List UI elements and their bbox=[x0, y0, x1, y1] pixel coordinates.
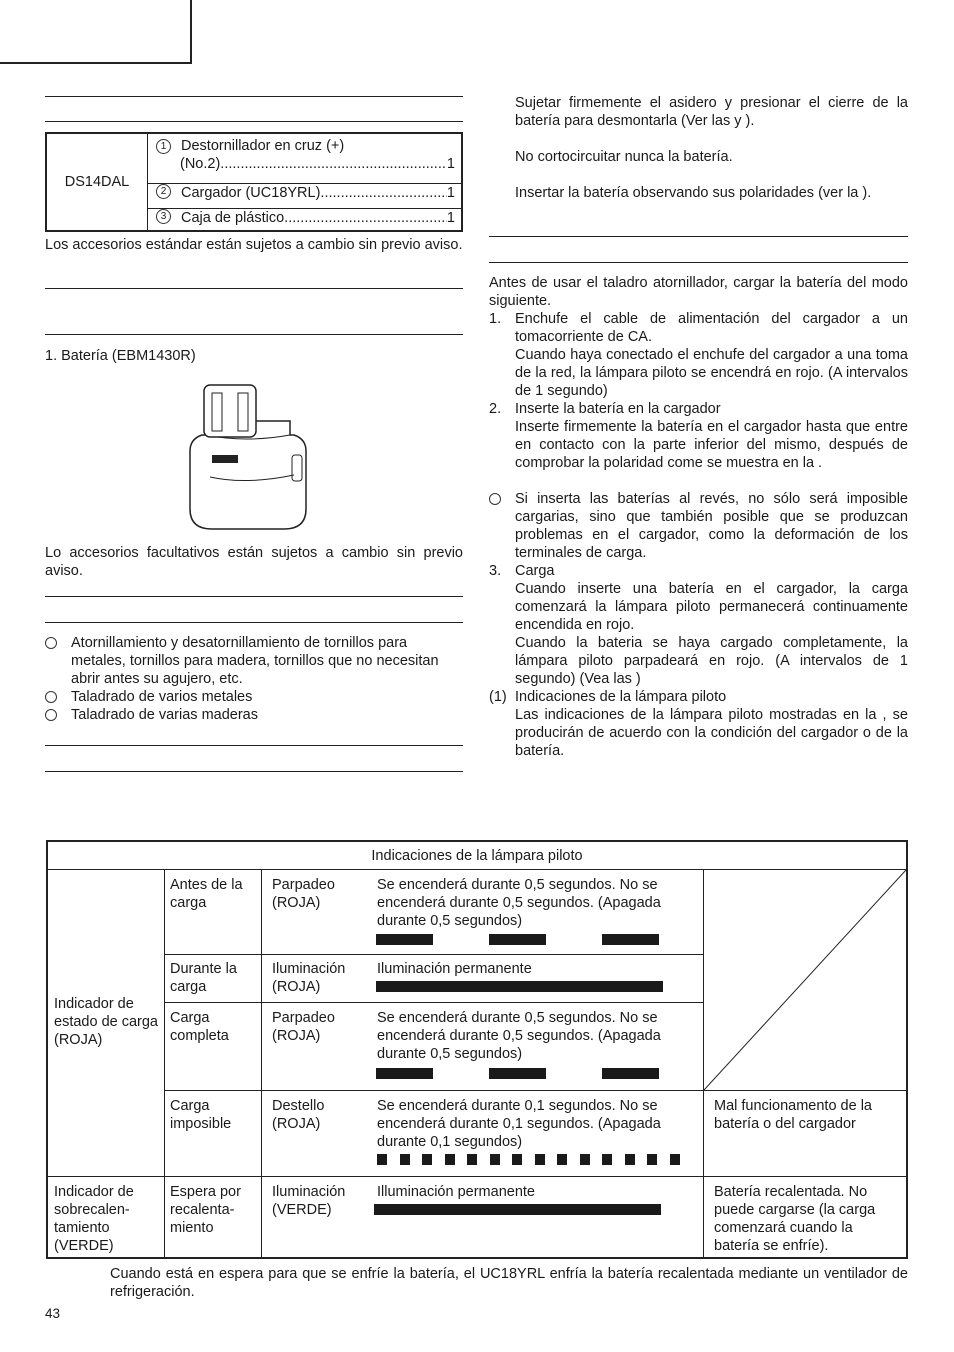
bullet-icon bbox=[45, 691, 57, 703]
flash-square bbox=[512, 1154, 522, 1165]
accessory-qty: 1 bbox=[446, 210, 455, 226]
battery-illustration bbox=[186, 381, 310, 533]
item-number-3: 3 bbox=[156, 209, 171, 224]
section-rule bbox=[45, 96, 463, 97]
charging-step-2: 2. Inserte la batería en la cargador Inserte firmemente la batería en el cargador hasta que entre en contacto con la parte inferior del mismo, después de comprobar la polaridad come se muestra en la . bbox=[489, 401, 908, 471]
state-charge-impossible: Carga imposible bbox=[170, 1098, 232, 1132]
charging-step-3: 3. Carga Cuando inserte una batería en el cargador, la carga comenzará la lámpara piloto permanecerá continuamente encendida en rojo. Cuando la bateria se haya cargado completamente, la lámpara piloto parpadeará en rojo. (A intervalos de 1 segundo) (Vea las ) bbox=[489, 563, 908, 687]
flash-square bbox=[422, 1154, 432, 1165]
state-before-charge: Antes de la carga bbox=[170, 877, 243, 911]
note-malfunction: Mal funcionamento de la batería o del cargador bbox=[714, 1098, 872, 1132]
blink-bar bbox=[602, 934, 659, 945]
section-rule bbox=[45, 121, 463, 122]
mode-blink: Parpadeo (ROJA) bbox=[272, 877, 335, 911]
desc-flash: Se encenderá durante 0,1 segundos. No se encenderá durante 0,1 segundos. (Apagada durante 0,1 segundos) bbox=[377, 1098, 661, 1150]
flash-square bbox=[445, 1154, 455, 1165]
blink-bar bbox=[489, 934, 546, 945]
standard-accessories-note: Los accesorios estándar están sujetos a cambio sin previo aviso. bbox=[45, 237, 463, 253]
blink-bar bbox=[489, 1068, 546, 1079]
accessory-name: Caja de plástico bbox=[181, 210, 285, 226]
steady-bar bbox=[376, 981, 663, 992]
group-label-charge-indicator: Indicador de estado de carga (ROJA) bbox=[54, 996, 158, 1048]
note-overheated: Batería recalentada. No puede cargarse (la carga comenzará cuando la batería se enfríe). bbox=[714, 1184, 876, 1254]
application-item: Taladrado de varios metales bbox=[45, 688, 463, 706]
optional-item: 1. Batería (EBM1430R) bbox=[45, 348, 196, 364]
battery-short-circuit-warning: No cortocircuitar nunca la batería. bbox=[515, 149, 733, 165]
state-charge-complete: Carga completa bbox=[170, 1010, 229, 1044]
desc-blink: Se encenderá durante 0,5 segundos. No se encenderá durante 0,5 segundos. (Apagada durante 0,5 segundos) bbox=[377, 1010, 661, 1062]
flash-square bbox=[602, 1154, 612, 1165]
flash-square bbox=[557, 1154, 567, 1165]
flash-square bbox=[670, 1154, 680, 1165]
state-during-charge: Durante la carga bbox=[170, 961, 237, 995]
battery-removal-text: Sujetar firmemente el asidero y presionar el cierre de la batería para desmontarla (Ver las y ). bbox=[515, 95, 908, 129]
flash-square bbox=[400, 1154, 410, 1165]
model-cell: DS14DAL bbox=[47, 134, 148, 230]
bullet-icon bbox=[489, 493, 501, 505]
section-rule bbox=[45, 334, 463, 335]
flash-square bbox=[580, 1154, 590, 1165]
accessory-name: Cargador (UC18YRL) bbox=[181, 185, 321, 201]
section-rule bbox=[45, 596, 463, 597]
section-rule bbox=[45, 745, 463, 746]
blink-bar bbox=[376, 1068, 433, 1079]
flash-square bbox=[647, 1154, 657, 1165]
accessory-row bbox=[148, 206, 461, 233]
blink-bar bbox=[376, 934, 433, 945]
section-rule bbox=[45, 771, 463, 772]
state-overheat-wait: Espera por recalenta-miento bbox=[170, 1184, 241, 1236]
optional-accessories-note: Lo accesorios facultativos están sujetos a cambio sin previo aviso. bbox=[45, 545, 463, 579]
caution-item: Si inserta las baterías al revés, no sólo será imposible cargarias, sino que también posible que se produzcan problemas en el cargador, como la deformación de los terminales de carga. bbox=[489, 490, 908, 562]
accessory-row bbox=[148, 181, 461, 209]
pilot-lamp-table bbox=[46, 840, 908, 1259]
not-applicable-diagonal bbox=[704, 870, 906, 1090]
mode-illumination-green: Iluminación (VERDE) bbox=[272, 1184, 346, 1218]
table-header: Indicaciones de la lámpara piloto bbox=[48, 842, 906, 870]
flash-square bbox=[467, 1154, 477, 1165]
item-number-2: 2 bbox=[156, 184, 171, 199]
section-rule bbox=[489, 262, 908, 263]
mode-illumination: Iluminación (ROJA) bbox=[272, 961, 346, 995]
applications-list bbox=[45, 634, 463, 724]
bullet-icon bbox=[45, 709, 57, 721]
section-rule bbox=[45, 288, 463, 289]
pilot-indications-item: (1) Indicaciones de la lámpara piloto Las indicaciones de la lámpara piloto mostradas en la , se producirán de acuerdo con la condición del cargador o de la batería. bbox=[489, 689, 908, 759]
accessory-name-cont: (No.2) bbox=[180, 156, 221, 172]
application-item: Taladrado de varias maderas bbox=[45, 706, 463, 724]
flash-square bbox=[535, 1154, 545, 1165]
battery-polarity-text: Insertar la batería observando sus polaridades (ver la ). bbox=[515, 185, 872, 201]
item-number-1: 1 bbox=[156, 139, 171, 154]
charging-intro: Antes de usar el taladro atornillador, cargar la batería del modo siguiente. bbox=[489, 275, 908, 309]
flash-square bbox=[490, 1154, 500, 1165]
charging-section bbox=[489, 274, 908, 760]
accessory-row bbox=[148, 134, 461, 184]
page-tab-marker bbox=[0, 0, 192, 64]
section-rule bbox=[45, 622, 463, 623]
flash-square bbox=[625, 1154, 635, 1165]
page-number: 43 bbox=[45, 1306, 61, 1321]
mode-blink: Parpadeo (ROJA) bbox=[272, 1010, 335, 1044]
accessory-name: Destornillador en cruz (+) bbox=[181, 138, 345, 154]
blink-bar bbox=[602, 1068, 659, 1079]
group-label-overheat-indicator: Indicador de sobrecalen-tamiento (VERDE) bbox=[54, 1184, 134, 1254]
application-item: Atornillamiento y desatornillamiento de tornillos para metales, tornillos para madera, tornillos que no necesitan abrir antes su agujero, etc. bbox=[45, 634, 463, 688]
desc-illumination-green: Illuminación permanente bbox=[377, 1184, 535, 1200]
desc-blink: Se encenderá durante 0,5 segundos. No se encenderá durante 0,5 segundos. (Apagada durante 0,5 segundos) bbox=[377, 877, 661, 929]
accessory-qty: 1 bbox=[446, 185, 455, 201]
desc-illumination: Iluminación permanente bbox=[377, 961, 532, 977]
footer-note: Cuando está en espera para que se enfríe la batería, el UC18YRL enfría la batería recalentada mediante un ventilador de refrigeración. bbox=[110, 1266, 908, 1300]
charging-step-1: 1. Enchufe el cable de alimentación del cargador a un tomacorriente de CA. Cuando haya conectado el enchufe del cargador a una toma de la red, la lámpara piloto se encendrá en rojo. (A intervalos de 1 segundo) bbox=[489, 311, 908, 399]
accessory-qty: 1 bbox=[446, 156, 455, 172]
steady-bar bbox=[374, 1204, 661, 1215]
mode-flash: Destello (ROJA) bbox=[272, 1098, 325, 1132]
flash-square bbox=[377, 1154, 387, 1165]
bullet-icon bbox=[45, 637, 57, 649]
section-rule bbox=[489, 236, 908, 237]
standard-accessories-table bbox=[45, 132, 463, 232]
